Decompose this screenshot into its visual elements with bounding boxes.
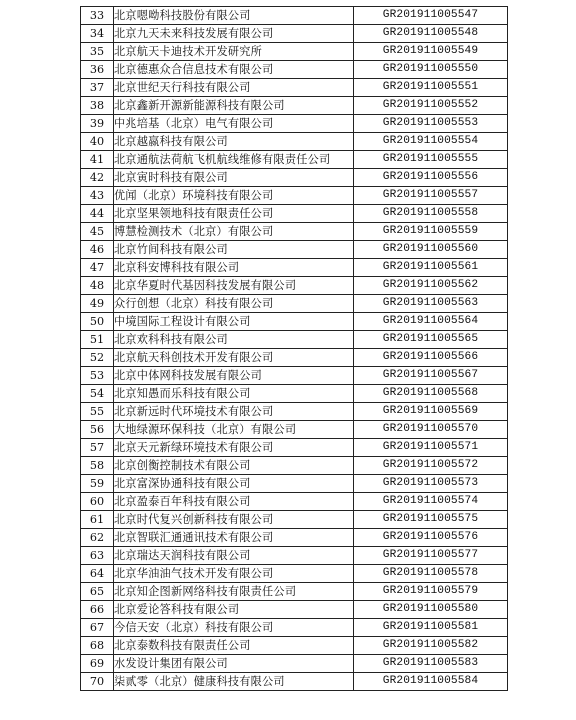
row-number: 65 [81,583,114,601]
certificate-number: GR201911005584 [354,673,508,691]
company-name: 优闻（北京）环境科技有限公司 [114,187,354,205]
row-number: 35 [81,43,114,61]
row-number: 36 [81,61,114,79]
certificate-number: GR201911005547 [354,7,508,25]
table-row [81,43,508,61]
row-number: 68 [81,637,114,655]
company-name: 北京盈泰百年科技有限公司 [114,493,354,511]
table-row [81,331,508,349]
company-name: 北京爱论答科技有限公司 [114,601,354,619]
table-row [81,673,508,691]
certificate-number: GR201911005571 [354,439,508,457]
row-number: 62 [81,529,114,547]
company-name: 北京时代复兴创新科技有限公司 [114,511,354,529]
certificate-number: GR201911005553 [354,115,508,133]
table-row [81,385,508,403]
table-row [81,25,508,43]
certificate-number: GR201911005559 [354,223,508,241]
company-name: 北京知愚而乐科技有限公司 [114,385,354,403]
certificate-number: GR201911005564 [354,313,508,331]
row-number: 44 [81,205,114,223]
certificate-number: GR201911005554 [354,133,508,151]
table-row [81,619,508,637]
row-number: 42 [81,169,114,187]
certificate-number: GR201911005556 [354,169,508,187]
certificate-number: GR201911005576 [354,529,508,547]
table-row [81,421,508,439]
table-row [81,7,508,25]
row-number: 34 [81,25,114,43]
company-name: 今信天安（北京）科技有限公司 [114,619,354,637]
certificate-number: GR201911005583 [354,655,508,673]
company-name: 水发设计集团有限公司 [114,655,354,673]
company-name: 北京航天卡迪技术开发研究所 [114,43,354,61]
certificate-number: GR201911005567 [354,367,508,385]
row-number: 64 [81,565,114,583]
table-row [81,115,508,133]
row-number: 57 [81,439,114,457]
row-number: 48 [81,277,114,295]
row-number: 49 [81,295,114,313]
company-name: 北京世纪天行科技有限公司 [114,79,354,97]
table-row [81,655,508,673]
company-name: 北京华夏时代基因科技发展有限公司 [114,277,354,295]
certificate-number: GR201911005568 [354,385,508,403]
table-row [81,313,508,331]
certificate-number: GR201911005552 [354,97,508,115]
table-row [81,349,508,367]
company-name: 北京越嬴科技有限公司 [114,133,354,151]
company-name: 北京天元新绿环境技术有限公司 [114,439,354,457]
row-number: 38 [81,97,114,115]
table-row [81,493,508,511]
row-number: 58 [81,457,114,475]
row-number: 55 [81,403,114,421]
certificate-number: GR201911005549 [354,43,508,61]
table-row [81,241,508,259]
table-row [81,187,508,205]
row-number: 47 [81,259,114,277]
table-row [81,547,508,565]
table-row [81,295,508,313]
row-number: 56 [81,421,114,439]
company-name: 北京知企图新网络科技有限责任公司 [114,583,354,601]
company-name: 北京泰数科技有限责任公司 [114,637,354,655]
company-name: 北京鑫新开源新能源科技有限公司 [114,97,354,115]
table-row [81,259,508,277]
company-certificate-table [80,6,508,691]
table-row [81,511,508,529]
certificate-number: GR201911005558 [354,205,508,223]
company-name: 中境国际工程设计有限公司 [114,313,354,331]
table-row [81,367,508,385]
certificate-number: GR201911005551 [354,79,508,97]
table-row [81,151,508,169]
row-number: 59 [81,475,114,493]
company-name: 北京坚果领地科技有限责任公司 [114,205,354,223]
company-name: 北京瑞达天润科技有限公司 [114,547,354,565]
table-row [81,223,508,241]
table-row [81,133,508,151]
row-number: 60 [81,493,114,511]
certificate-number: GR201911005570 [354,421,508,439]
company-name: 大地绿源环保科技（北京）有限公司 [114,421,354,439]
table-row [81,529,508,547]
certificate-number: GR201911005555 [354,151,508,169]
table-body [81,7,508,691]
table-row [81,637,508,655]
row-number: 63 [81,547,114,565]
table-row [81,475,508,493]
certificate-number: GR201911005581 [354,619,508,637]
company-name: 北京通航法荷航飞机航线维修有限责任公司 [114,151,354,169]
row-number: 54 [81,385,114,403]
company-name: 北京创衡控制技术有限公司 [114,457,354,475]
company-name: 博慧检测技术（北京）有限公司 [114,223,354,241]
company-name: 北京九天未来科技发展有限公司 [114,25,354,43]
table-row [81,277,508,295]
table-row [81,403,508,421]
company-name: 北京嗯呦科技股份有限公司 [114,7,354,25]
row-number: 67 [81,619,114,637]
certificate-number: GR201911005580 [354,601,508,619]
certificate-number: GR201911005561 [354,259,508,277]
row-number: 41 [81,151,114,169]
table-row [81,205,508,223]
row-number: 52 [81,349,114,367]
row-number: 37 [81,79,114,97]
row-number: 69 [81,655,114,673]
row-number: 39 [81,115,114,133]
company-name: 众行创想（北京）科技有限公司 [114,295,354,313]
company-name: 北京新远时代环境技术有限公司 [114,403,354,421]
company-name: 北京寅时科技有限公司 [114,169,354,187]
row-number: 61 [81,511,114,529]
table-row [81,169,508,187]
company-name: 北京航天科创技术开发有限公司 [114,349,354,367]
company-name: 北京富深协通科技有限公司 [114,475,354,493]
table-row [81,439,508,457]
certificate-number: GR201911005550 [354,61,508,79]
row-number: 51 [81,331,114,349]
certificate-number: GR201911005566 [354,349,508,367]
certificate-number: GR201911005574 [354,493,508,511]
row-number: 46 [81,241,114,259]
table-row [81,457,508,475]
row-number: 33 [81,7,114,25]
company-name: 北京竹间科技有限公司 [114,241,354,259]
certificate-number: GR201911005578 [354,565,508,583]
certificate-number: GR201911005582 [354,637,508,655]
company-name: 北京中体网科技发展有限公司 [114,367,354,385]
certificate-number: GR201911005577 [354,547,508,565]
certificate-number: GR201911005572 [354,457,508,475]
company-name: 中兆培基（北京）电气有限公司 [114,115,354,133]
row-number: 43 [81,187,114,205]
table-row [81,601,508,619]
certificate-number: GR201911005569 [354,403,508,421]
row-number: 50 [81,313,114,331]
company-name: 北京科安博科技有限公司 [114,259,354,277]
certificate-number: GR201911005573 [354,475,508,493]
table-row [81,565,508,583]
certificate-number: GR201911005548 [354,25,508,43]
table-row [81,61,508,79]
row-number: 45 [81,223,114,241]
row-number: 53 [81,367,114,385]
company-name: 北京德惠众合信息技术有限公司 [114,61,354,79]
table-row [81,583,508,601]
company-name: 北京欢科科技有限公司 [114,331,354,349]
row-number: 40 [81,133,114,151]
certificate-number: GR201911005575 [354,511,508,529]
table-row [81,97,508,115]
row-number: 70 [81,673,114,691]
company-name: 北京智联汇通通讯技术有限公司 [114,529,354,547]
row-number: 66 [81,601,114,619]
company-name: 柒贰零（北京）健康科技有限公司 [114,673,354,691]
certificate-number: GR201911005562 [354,277,508,295]
certificate-number: GR201911005579 [354,583,508,601]
company-name: 北京华油油气技术开发有限公司 [114,565,354,583]
certificate-number: GR201911005563 [354,295,508,313]
table-row [81,79,508,97]
certificate-number: GR201911005565 [354,331,508,349]
certificate-number: GR201911005557 [354,187,508,205]
certificate-number: GR201911005560 [354,241,508,259]
